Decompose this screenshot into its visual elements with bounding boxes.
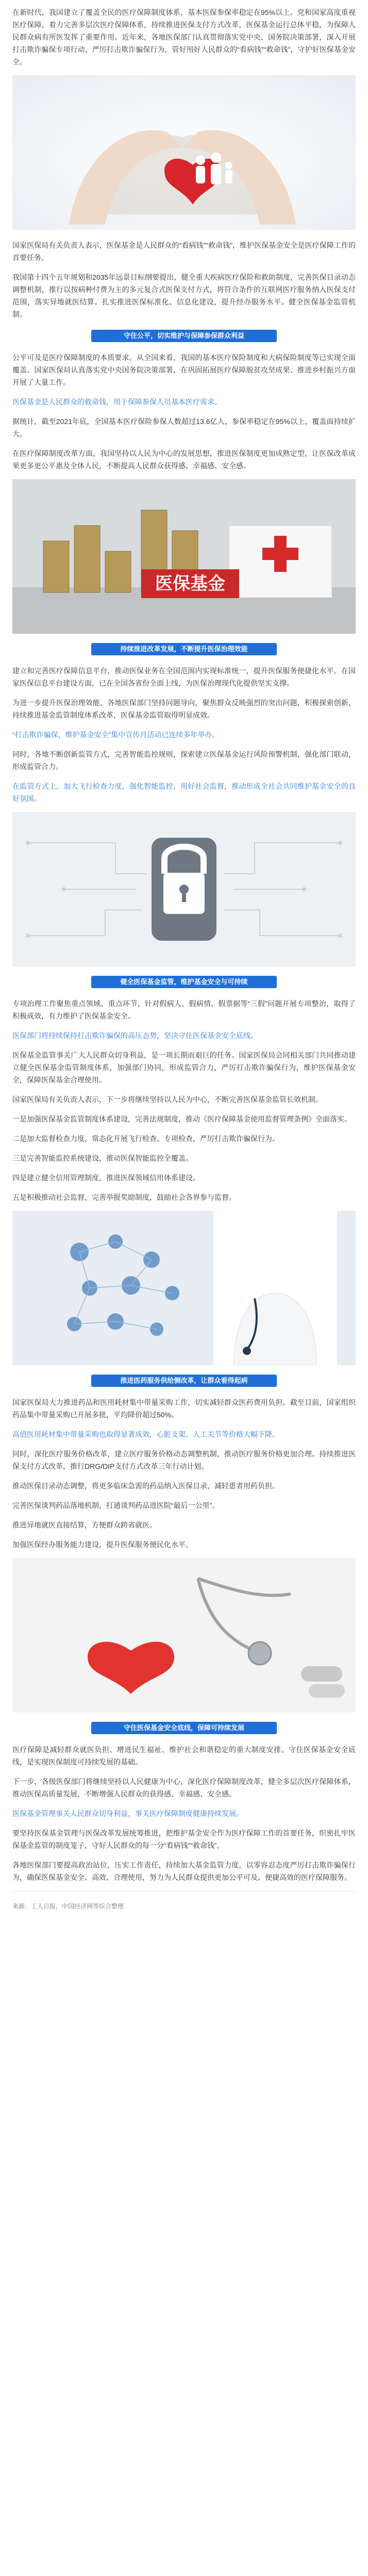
section-banner-5: 守住医保基金安全底线，保障可持续发展 <box>91 1722 277 1734</box>
section-2-body <box>0 665 368 805</box>
section-2-paragraph-1: 建立和完善医疗保障信息平台，推动医保业务在全国范围内实现标准统一，提升医保服务便捷化水平。在国家医保信息平台建设方面，已在全国各省份全面上线，为医保治理现代化提供坚实支撑。 <box>12 667 356 687</box>
section-3-highlight <box>12 1029 356 1042</box>
security-lock-image <box>12 812 356 967</box>
section-2-highlight-2 <box>12 780 356 805</box>
section-4-paragraph-1: 国家医保局大力推进药品和医用耗材集中带量采购工作，切实减轻群众医药费用负担。截至目前，国家组织药品集中带量采购已开展多批，平均降价超过50%。 <box>12 1398 356 1419</box>
section-banner-3: 健全医保基金监管，维护基金安全与可持续 <box>91 976 277 988</box>
intro-section <box>0 0 368 68</box>
section-5-paragraph-4: 各地医保部门要提高政治站位，压实工作责任，持续加大基金监管力度，以零容忍态度严厉打击欺诈骗保行为，确保医保基金安全、高效、合理使用，努力为人民群众提供更加公平可及、便捷高效的医疗保障服务。 <box>12 1861 356 1882</box>
intro-2-section <box>0 239 368 320</box>
section-1-paragraph-3: 在医疗保障制度改革方面，我国坚持以人民为中心的发展思想，推进医保制度更加成熟定型，让医保改革成果更多更公平惠及全体人民，不断提高人民群众获得感、幸福感、安全感。 <box>12 449 356 470</box>
highlight-text: 医保基金管理事关人民群众切身利益，事关医疗保障制度健康持续发展。 <box>12 1809 243 1818</box>
list-item: 完善医保谈判药品落地机制，打通谈判药品进医院“最后一公里”。 <box>12 1501 220 1510</box>
section-4-paragraph-2: 同时，深化医疗服务价格改革，建立医疗服务价格动态调整机制，推动医疗服务价格更加合理。持续推进医保支付方式改革，推行DRG/DIP支付方式改革三年行动计划。 <box>12 1450 356 1470</box>
list-item: 推动医保目录动态调整，将更多临床急需的药品纳入医保目录，减轻患者用药负担。 <box>12 1482 279 1490</box>
section-5-paragraph-2: 下一步，各级医保部门将继续坚持以人民健康为中心，深化医疗保障制度改革，健全多层次医疗保障体系，推动医保高质量发展，不断增强人民群众的获得感、幸福感、安全感。 <box>12 1777 356 1798</box>
list-item: 一是加强医保基金监管制度体系建设，完善法规制度，推动《医疗保障基金使用监督管理条例》全面落实。 <box>12 1115 352 1123</box>
list-item: 三是完善智能监控系统建设，推动医保智能监控全覆盖。 <box>12 1154 193 1162</box>
section-banner-1: 守住公平，切实维护与保障参保群众利益 <box>91 330 277 342</box>
section-2-paragraph-3: 同时，各地不断创新监管方式，完善智能监控规则，探索建立医保基金运行风险预警机制，强化部门联动，形成监管合力。 <box>12 750 356 771</box>
list-item: 四是建立健全信用管理制度，推进医保领域信用体系建设。 <box>12 1174 200 1182</box>
highlight-text: 在监管方式上，加大飞行检查力度，强化智能监控，用好社会监督，推动形成全社会共同维护基金安全的良好氛围。 <box>12 782 356 803</box>
list-item: 加强医保经办服务能力建设，提升医保服务便民化水平。 <box>12 1540 193 1549</box>
section-5-paragraph-1: 医疗保障是减轻群众就医负担、增进民生福祉、维护社会和谐稳定的重大制度安排。守住医保基金安全底线，是实现医保制度可持续发展的基础。 <box>12 1745 356 1766</box>
list-item: 二是加大监督检查力度，常态化开展飞行检查、专项检查，严厉打击欺诈骗保行为。 <box>12 1134 279 1143</box>
highlight-text: 医保部门将持续保持打击欺诈骗保的高压态势，坚决守住医保基金安全底线。 <box>12 1031 258 1040</box>
highlight-text: “打击欺诈骗保，维护基金安全”集中宣传月活动已连续多年举办。 <box>12 731 220 739</box>
section-3-paragraph-2: 医保基金监管事关广大人民群众切身利益，是一项长期而艰巨的任务。国家医保局会同相关部门共同推动建立健全医保基金监管制度体系，加强部门协同，形成监管合力，严厉打击欺诈骗保行为，维护医保基金安全，保障医保基金合理使用。 <box>12 1051 356 1084</box>
section-1-highlight <box>12 396 356 408</box>
medical-fund-image <box>12 479 356 634</box>
list-item: 推进异地就医直接结算，方便群众跨省就医。 <box>12 1521 157 1529</box>
section-4-highlight <box>12 1428 356 1440</box>
hands-heart-image <box>12 75 356 230</box>
source-caption: 来源：工人日报，中国经济网等综合整理 <box>12 1903 124 1910</box>
section-banner-4: 推进医药服务供给侧改革，让群众看得起病 <box>91 1375 277 1387</box>
intro-3-paragraph: 我国第十四个五年规划和2035年远景目标纲要提出，健全重大疾病医疗保险和救助制度，完善医保目录动态调整机制，推行以按病种付费为主的多元复合式医保支付方式，将符合条件的互联网医疗服务纳入医保支付范围，落实异地就医结算。扎实推进医保标准化、信息化建设，提升经办服务水平。健全医保基金监管机制。 <box>12 273 356 318</box>
section-2-paragraph-2: 为进一步提升医保治理效能，各地医保部门坚持问题导向，聚焦群众反映强烈的突出问题，积极探索创新，持续推进基金监管制度体系改革，医保基金监管取得明显成效。 <box>12 699 356 719</box>
fund-label: 医保基金 <box>155 573 225 594</box>
highlight-text: 医保基金是人民群众的救命钱，用于保障参保人员基本医疗需求。 <box>12 398 222 406</box>
section-3-paragraph-1: 专项治理工作聚焦重点领域、重点环节，针对假病人、假病情、假票据等“三假”问题开展专项整治，取得了积极成效，有力维护了医保基金安全。 <box>12 999 356 1020</box>
section-1-paragraph-1: 公平可及是医疗保障制度的本质要求。从全国来看，我国的基本医疗保险制度和大病保险制度等已实现全面覆盖。国家医保局认真落实党中央国务院决策部署，在巩固拓展医疗保障脱贫攻坚成果、推进乡村振兴方面开展了大量工作。 <box>12 353 356 386</box>
section-1-paragraph-2: 据统计，截至2021年底，全国基本医疗保险参保人数超过13.6亿人，参保率稳定在95%以上，覆盖面持续扩大。 <box>12 417 356 438</box>
section-4-body <box>0 1396 368 1551</box>
section-banner-2: 持续推进改革发展，不断提升医保治理效能 <box>91 643 277 655</box>
section-2-highlight-1 <box>12 728 356 741</box>
intro-2-paragraph: 国家医保局有关负责人表示，医保基金是人民群众的“看病钱”“救命钱”，维护医保基金安全是医疗保障工作的首要任务。 <box>12 241 356 262</box>
section-5-paragraph-3: 要坚持医保基金管理与医保改革发展统筹推进，把维护基金安全作为医疗保障工作的首要任务，织密扎牢医保基金监管的制度笼子，守好人民群众的每一分“看病钱”“救命钱”。 <box>12 1829 356 1850</box>
section-5-highlight <box>12 1807 356 1820</box>
doctor-digital-image <box>12 1211 356 1365</box>
intro-paragraph: 在新时代，我国建立了覆盖全民的医疗保障制度体系，基本医保参保率稳定在95%以上。党和国家高度重视医疗保障，着力完善多层次医疗保障体系，持续推进医保支付方式改革，医保基金运行总体平稳，为保障人民群众病有所医发挥了重要作用。近年来，各地医保部门认真贯彻落实党中央、国务院决策部署，深入开展打击欺诈骗保专项行动，严厉打击欺诈骗保行为，管好用好人民群众的“看病钱”“救命钱”，守护好医保基金安全。 <box>12 8 356 66</box>
section-3-body <box>0 997 368 1204</box>
list-item: 五是积极推动社会监督，完善举报奖励制度，鼓励社会各界参与监督。 <box>12 1193 236 1201</box>
stethoscope-heart-image <box>12 1558 356 1713</box>
section-5-body <box>0 1743 368 1884</box>
section-3-paragraph-3: 国家医保局有关负责人表示，下一步将继续坚持以人民为中心，不断完善医保基金监管长效机制。 <box>12 1095 323 1104</box>
highlight-text: 高值医用耗材集中带量采购也取得显著成效，心脏支架、人工关节等价格大幅下降。 <box>12 1430 279 1438</box>
section-1-body <box>0 351 368 472</box>
